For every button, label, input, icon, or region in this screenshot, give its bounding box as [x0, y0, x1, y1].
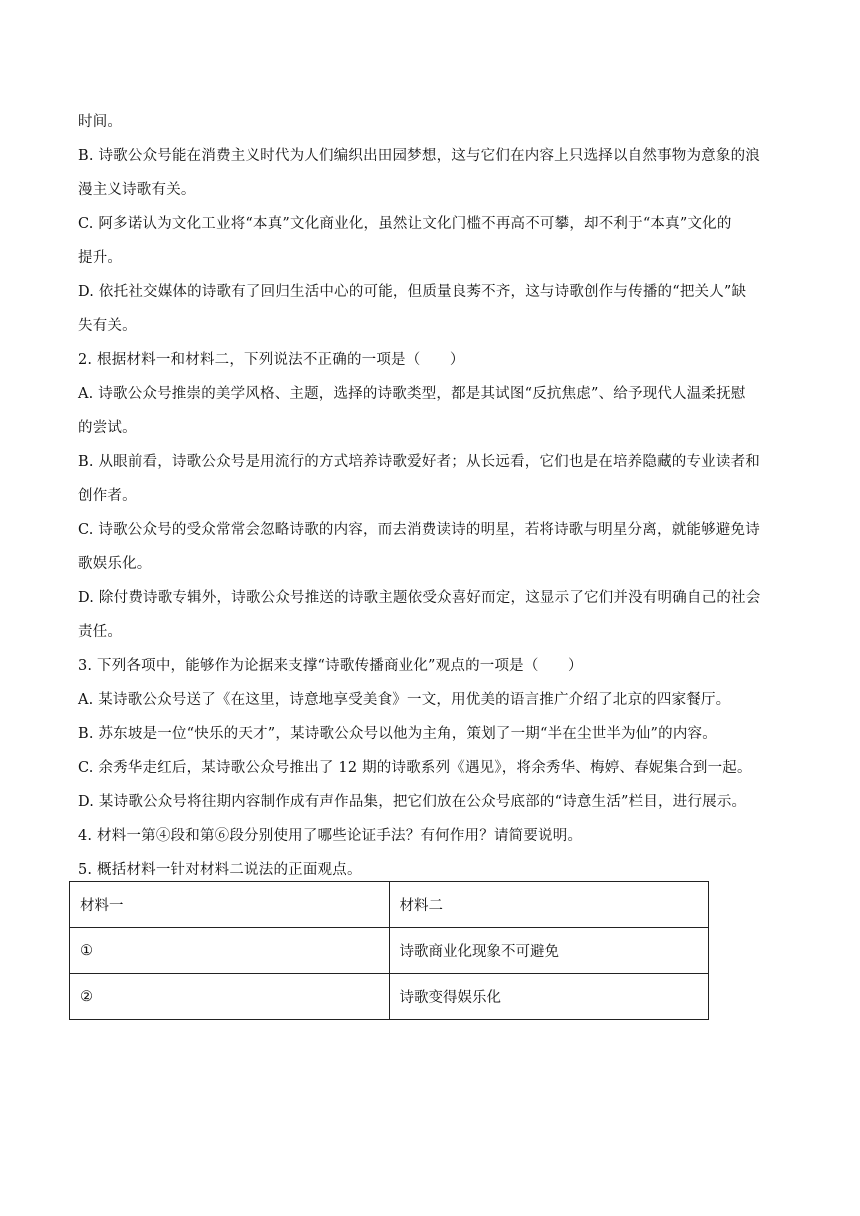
- text-line: A. 诗歌公众号推崇的美学风格、主题，选择的诗歌类型，都是其试图“反抗焦虑”、给予现代人温柔抚慰: [78, 386, 746, 402]
- question-5: 5. 概括材料一针对材料二说法的正面观点。: [78, 862, 362, 878]
- text-line: B. 苏东坡是一位“快乐的天才”，某诗歌公众号以他为主角，策划了一期“半在尘世半为仙”的内容。: [78, 726, 717, 742]
- question-2: 2. 根据材料一和材料二，下列说法不正确的一项是（ ）: [78, 352, 465, 368]
- text-line: 创作者。: [78, 488, 137, 504]
- table-cell: 诗歌商业化现象不可避免: [389, 928, 709, 974]
- table-header-row: [70, 882, 709, 928]
- text-line: C. 诗歌公众号的受众常常会忽略诗歌的内容，而去消费读诗的明星，若将诗歌与明星分离，就能够避免诗: [78, 522, 760, 538]
- text-line: D. 某诗歌公众号将往期内容制作成有声作品集，把它们放在公众号底部的“诗意生活”栏目，进行展示。: [78, 794, 747, 810]
- text-line: 的尝试。: [78, 420, 137, 436]
- text-line: C. 余秀华走红后，某诗歌公众号推出了 12 期的诗歌系列《遇见》，将余秀华、梅婷、春妮集合到一起。: [78, 760, 752, 776]
- table-cell: ②: [70, 974, 390, 1020]
- text-line: B. 诗歌公众号能在消费主义时代为人们编织出田园梦想，这与它们在内容上只选择以自然事物为意象的浪: [78, 148, 760, 164]
- question-3: 3. 下列各项中，能够作为论据来支撑“诗歌传播商业化”观点的一项是（ ）: [78, 658, 583, 674]
- table-header-cell: 材料一: [70, 882, 390, 928]
- text-line: B. 从眼前看，诗歌公众号是用流行的方式培养诗歌爱好者；从长远看，它们也是在培养隐藏的专业读者和: [78, 454, 760, 470]
- text-line: D. 除付费诗歌专辑外，诗歌公众号推送的诗歌主题依受众喜好而定，这显示了它们并没有明确自己的社会: [78, 590, 761, 606]
- text-line: 漫主义诗歌有关。: [78, 182, 196, 198]
- table-row: [70, 928, 709, 974]
- answer-table: [69, 881, 709, 1020]
- text-line: 提升。: [78, 250, 123, 266]
- text-line: A. 某诗歌公众号送了《在这里，诗意地享受美食》一文，用优美的语言推广介绍了北京的四家餐厅。: [78, 692, 731, 708]
- text-line: 歌娱乐化。: [78, 556, 152, 572]
- table-row: [70, 974, 709, 1020]
- table-header-cell: 材料二: [389, 882, 709, 928]
- table-cell: 诗歌变得娱乐化: [389, 974, 709, 1020]
- question-4: 4. 材料一第④段和第⑥段分别使用了哪些论证手法？有何作用？请简要说明。: [78, 828, 583, 844]
- text-line: 责任。: [78, 624, 123, 640]
- text-line: 时间。: [78, 114, 123, 130]
- text-line: 失有关。: [78, 318, 137, 334]
- text-line: D. 依托社交媒体的诗歌有了回归生活中心的可能，但质量良莠不齐，这与诗歌创作与传播的“把关人”缺: [78, 284, 747, 300]
- table-cell: ①: [70, 928, 390, 974]
- text-line: C. 阿多诺认为文化工业将“本真”文化商业化，虽然让文化门槛不再高不可攀，却不利于“本真”文化的: [78, 216, 732, 232]
